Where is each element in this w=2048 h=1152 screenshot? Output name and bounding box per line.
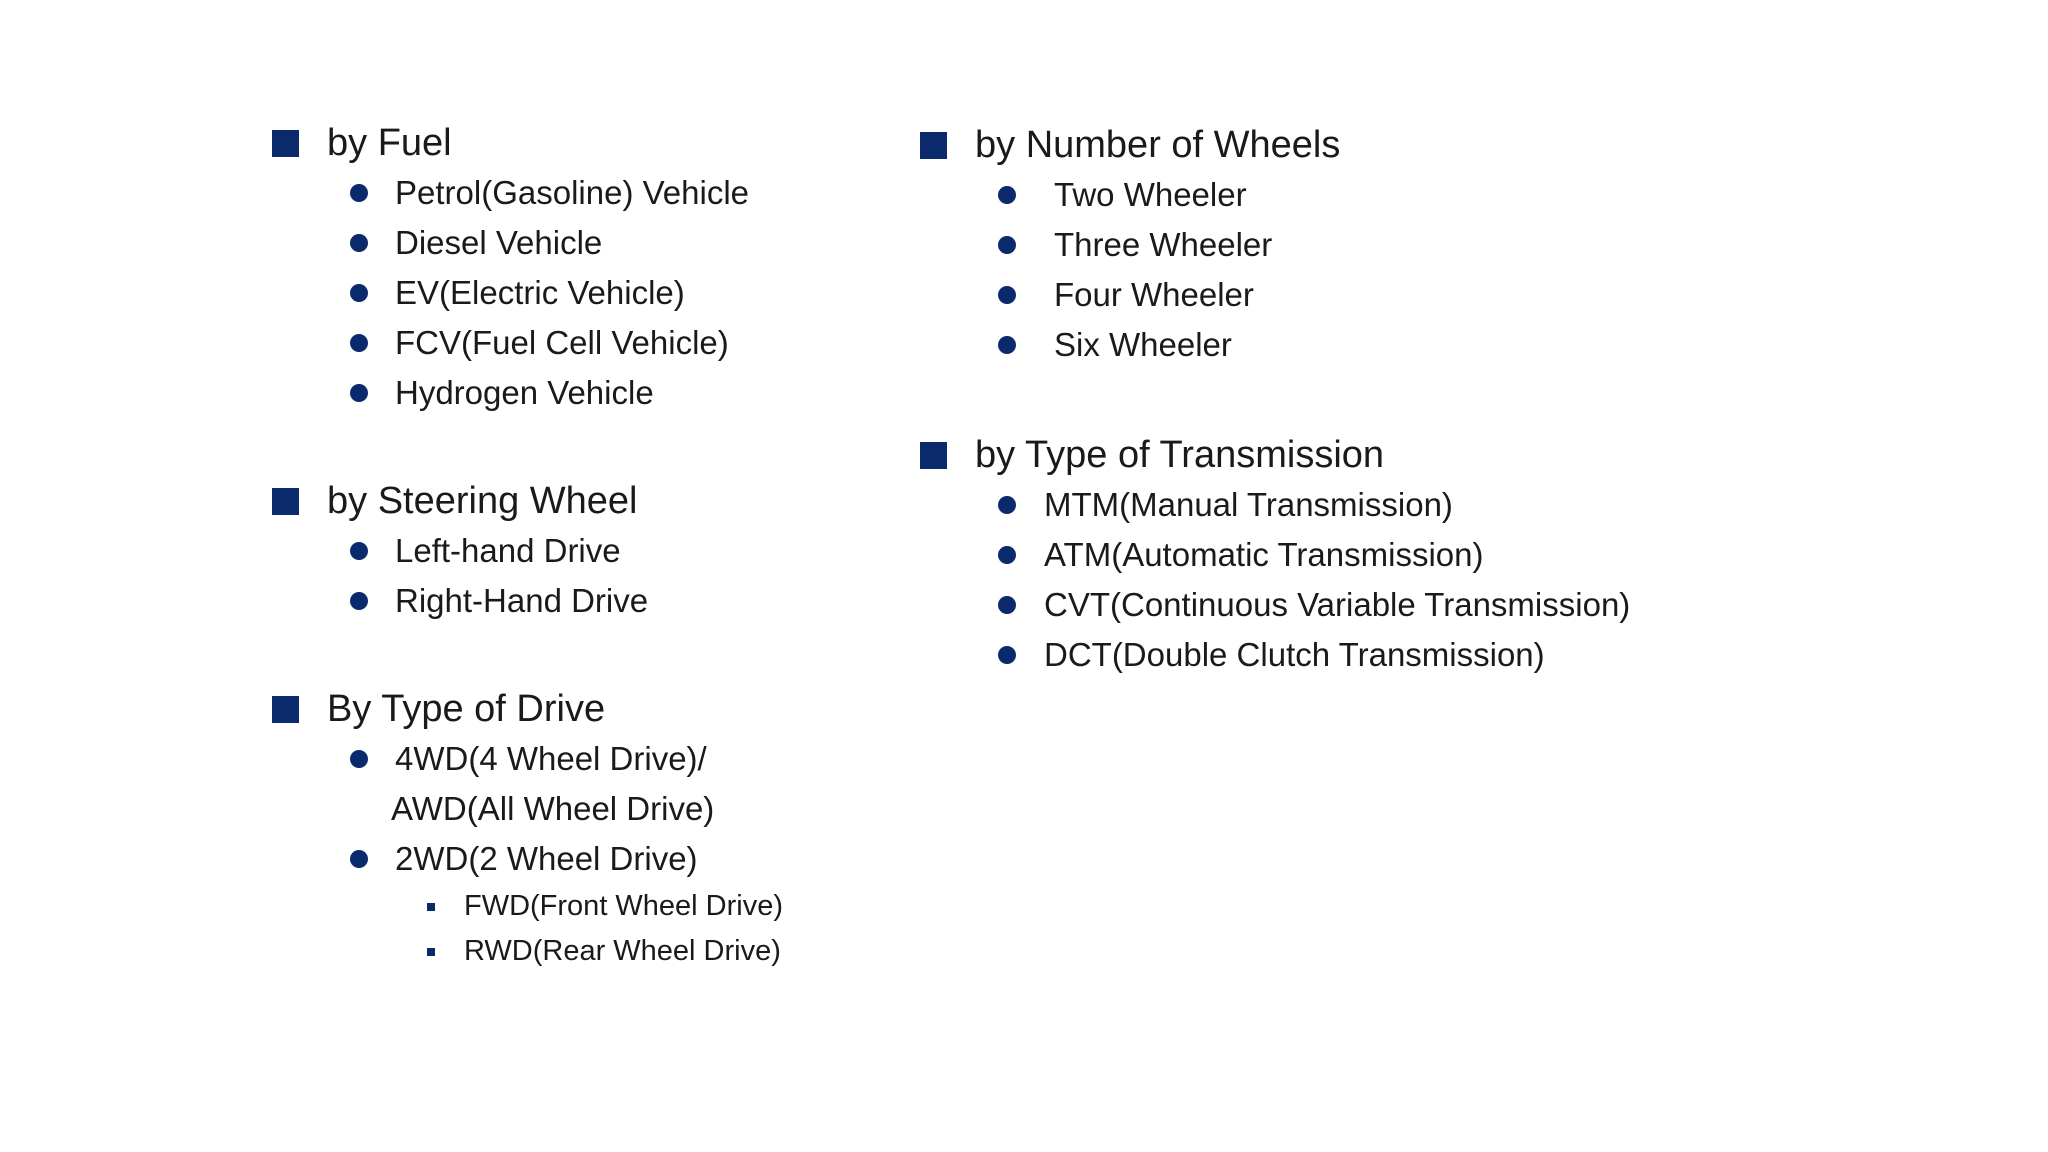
section-title: by Steering Wheel: [327, 480, 638, 522]
list-item-label: MTM(Manual Transmission): [1044, 486, 1453, 523]
round-bullet-icon: [350, 542, 368, 560]
round-bullet-icon: [998, 286, 1016, 304]
round-bullet-icon: [998, 496, 1016, 514]
list-item-label: Three Wheeler: [1054, 226, 1273, 263]
section-title: by Number of Wheels: [975, 124, 1341, 166]
round-bullet-icon: [350, 234, 368, 252]
round-bullet-icon: [350, 334, 368, 352]
round-bullet-icon: [350, 850, 368, 868]
small-square-bullet-icon: [427, 948, 435, 956]
list-item-label-continued: AWD(All Wheel Drive): [391, 790, 715, 827]
square-bullet-icon: [920, 132, 947, 159]
round-bullet-icon: [350, 750, 368, 768]
section-title: By Type of Drive: [327, 688, 606, 730]
round-bullet-icon: [998, 596, 1016, 614]
list-item-label: Petrol(Gasoline) Vehicle: [395, 174, 750, 211]
list-item-label: FCV(Fuel Cell Vehicle): [395, 324, 729, 361]
round-bullet-icon: [350, 384, 368, 402]
list-item-label: EV(Electric Vehicle): [395, 274, 685, 311]
list-item-label: Hydrogen Vehicle: [395, 374, 654, 411]
round-bullet-icon: [350, 284, 368, 302]
list-item-label: Four Wheeler: [1054, 276, 1254, 313]
round-bullet-icon: [998, 336, 1016, 354]
list-item-label: Two Wheeler: [1054, 176, 1247, 213]
list-item-label: 2WD(2 Wheel Drive): [395, 840, 698, 877]
section-title: by Type of Transmission: [975, 434, 1385, 476]
section-title: by Fuel: [327, 122, 452, 164]
round-bullet-icon: [998, 236, 1016, 254]
list-item-label: Six Wheeler: [1054, 326, 1232, 363]
list-item-label: Left-hand Drive: [395, 532, 621, 569]
sub-list-item-label: RWD(Rear Wheel Drive): [464, 935, 781, 967]
sub-list-item-label: FWD(Front Wheel Drive): [464, 890, 784, 922]
round-bullet-icon: [350, 592, 368, 610]
list-item-label: DCT(Double Clutch Transmission): [1044, 636, 1545, 673]
list-item-label: CVT(Continuous Variable Transmission): [1044, 586, 1631, 623]
square-bullet-icon: [272, 130, 299, 157]
square-bullet-icon: [272, 488, 299, 515]
list-item-label: Diesel Vehicle: [395, 224, 603, 261]
list-item-label: Right-Hand Drive: [395, 582, 649, 619]
list-item-label: ATM(Automatic Transmission): [1044, 536, 1484, 573]
square-bullet-icon: [920, 442, 947, 469]
square-bullet-icon: [272, 696, 299, 723]
round-bullet-icon: [998, 546, 1016, 564]
round-bullet-icon: [998, 186, 1016, 204]
list-item-label: 4WD(4 Wheel Drive)/: [395, 740, 707, 777]
round-bullet-icon: [350, 184, 368, 202]
small-square-bullet-icon: [427, 903, 435, 911]
round-bullet-icon: [998, 646, 1016, 664]
